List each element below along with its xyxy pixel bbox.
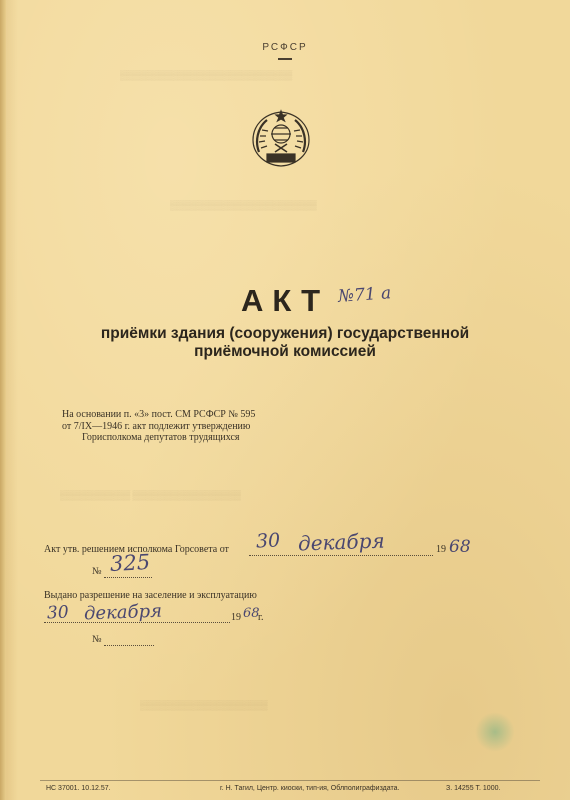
permit-year-handwritten: 68 — [243, 606, 260, 621]
rsfsr-coat-of-arms-icon — [245, 108, 317, 170]
approval-number-fill-line — [104, 577, 152, 578]
permit-year-suffix: г. — [258, 612, 264, 623]
permit-year-prefix: 19 — [231, 612, 241, 623]
permit-label: Выдано разрешение на заселение и эксплуатацию — [44, 590, 257, 601]
footer-rule — [40, 780, 540, 781]
permit-number-fill-line — [104, 645, 154, 646]
document-subtitle — [0, 325, 570, 361]
approval-number-handwritten: 325 — [109, 549, 151, 577]
approval-label: Акт утв. решением исполкома Горсовета от — [44, 544, 229, 555]
bleed-through-text: ▒▒▒▒▒▒▒▒▒▒▒ ▒▒▒▒▒▒▒▒▒▒▒▒▒▒▒▒▒ — [60, 490, 241, 500]
permit-month-handwritten: декабря — [83, 600, 163, 625]
bleed-through-text: ▒▒▒▒▒▒▒▒▒▒▒▒▒▒▒▒▒▒▒▒ — [140, 700, 268, 710]
rsfsr-header: РСФСР — [262, 42, 308, 53]
footer-order-number: З. 14255 Т. 1000. — [446, 785, 501, 792]
legal-basis-note — [62, 409, 322, 444]
bleed-through-text: ▒▒▒▒▒▒▒▒▒▒▒▒▒▒▒▒▒▒▒▒▒▒▒ — [170, 200, 317, 210]
approval-number-label: № — [92, 566, 102, 577]
footer-form-code: НС 37001. 10.12.57. — [46, 785, 111, 792]
approval-month-handwritten: декабря — [297, 528, 386, 556]
header-underline — [278, 58, 292, 60]
basis-line-3: Горисполкома депутатов трудящихся — [82, 432, 240, 443]
approval-day-handwritten: 30 — [255, 529, 281, 553]
subtitle-line-1: приёмки здания (сооружения) государственной — [100, 325, 470, 342]
ink-stain — [475, 712, 515, 752]
permit-number-label: № — [92, 634, 102, 645]
approval-year-prefix: 19 — [436, 544, 446, 555]
approval-year-handwritten: 68 — [449, 537, 471, 557]
approval-date-fill-line — [249, 555, 433, 556]
document-title: АКТ — [240, 283, 330, 318]
basis-line-2: от 7/IX—1946 г. акт подлежит утверждению — [62, 420, 251, 432]
bleed-through-text: ▒▒▒▒▒▒▒▒▒▒▒▒▒▒▒▒▒▒▒▒▒▒▒▒▒▒▒ — [120, 70, 293, 80]
folder-spine — [0, 0, 6, 800]
footer-printer: г. Н. Тагил, Центр. киоски, тип-ия, Облполиграфиздата. — [220, 785, 400, 792]
basis-line-1: На основании п. «3» пост. СМ РСФСР № 595 — [62, 409, 256, 420]
handwritten-act-number: №71 а — [337, 283, 392, 307]
permit-day-handwritten: 30 — [46, 602, 70, 624]
subtitle-line-2: приёмочной комиссией — [194, 343, 376, 360]
